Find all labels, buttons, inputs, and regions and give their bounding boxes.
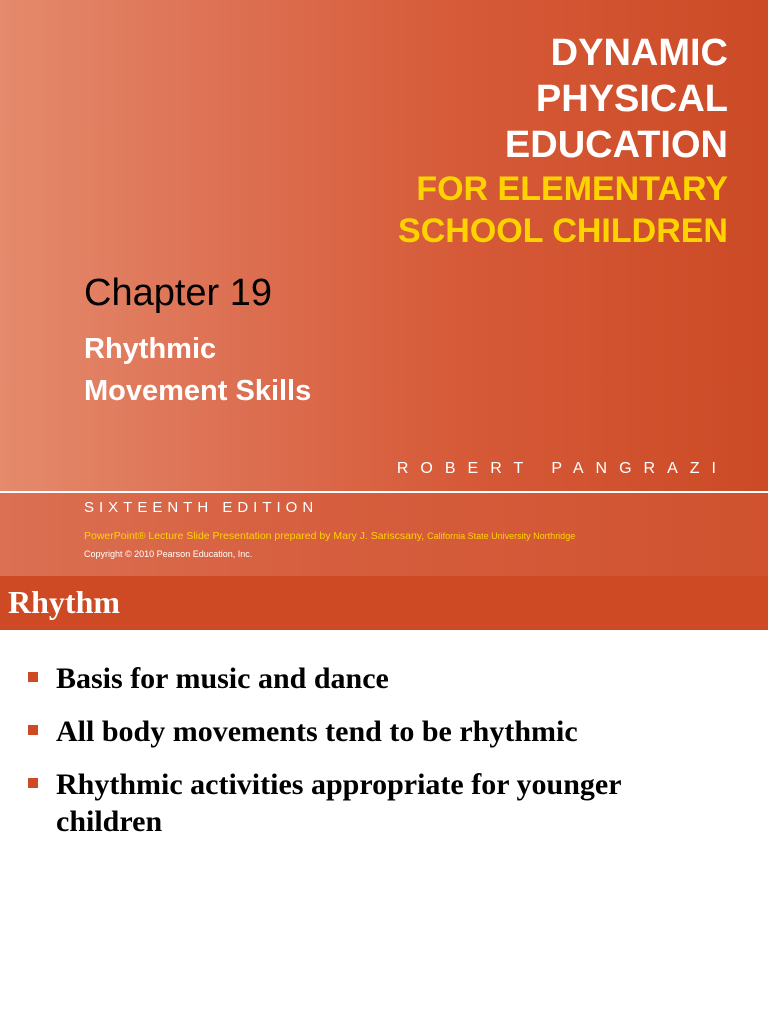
content-slide — [0, 576, 768, 1024]
prepared-affiliation: California State University Northridge — [427, 531, 576, 541]
list-item — [26, 766, 726, 840]
bullet-text: Basis for music and dance — [56, 662, 389, 695]
chapter-title — [84, 328, 311, 412]
bullet-list — [26, 660, 726, 856]
subtitle-line-2: SCHOOL CHILDREN — [398, 212, 728, 250]
title-line-1: DYNAMIC — [550, 32, 728, 74]
chapter-title-line-1: Rhythmic — [84, 333, 217, 365]
chapter-number: Chapter 19 — [84, 272, 273, 314]
slide-header-bar — [0, 576, 768, 630]
square-bullet-icon — [28, 778, 38, 788]
square-bullet-icon — [28, 725, 38, 735]
square-bullet-icon — [28, 672, 38, 682]
copyright-notice: Copyright © 2010 Pearson Education, Inc. — [84, 549, 253, 559]
edition-label: SIXTEENTH EDITION — [84, 499, 319, 516]
prepared-by-text: PowerPoint® Lecture Slide Presentation prepared by Mary J. Sariscsany, — [84, 530, 425, 542]
book-title — [398, 30, 728, 252]
list-item — [26, 713, 726, 750]
subtitle-line-1: FOR ELEMENTARY — [416, 170, 728, 208]
bullet-text: Rhythmic activities appropriate for younger children — [56, 768, 621, 838]
slide-title: Rhythm — [8, 584, 121, 620]
list-item — [26, 660, 726, 697]
prepared-by — [84, 530, 575, 542]
title-line-3: EDUCATION — [504, 124, 728, 166]
bullet-text: All body movements tend to be rhythmic — [56, 715, 578, 748]
title-line-2: PHYSICAL — [535, 78, 728, 120]
author-name: ROBERT PANGRAZI — [396, 460, 728, 477]
chapter-title-line-2: Movement Skills — [84, 375, 312, 407]
